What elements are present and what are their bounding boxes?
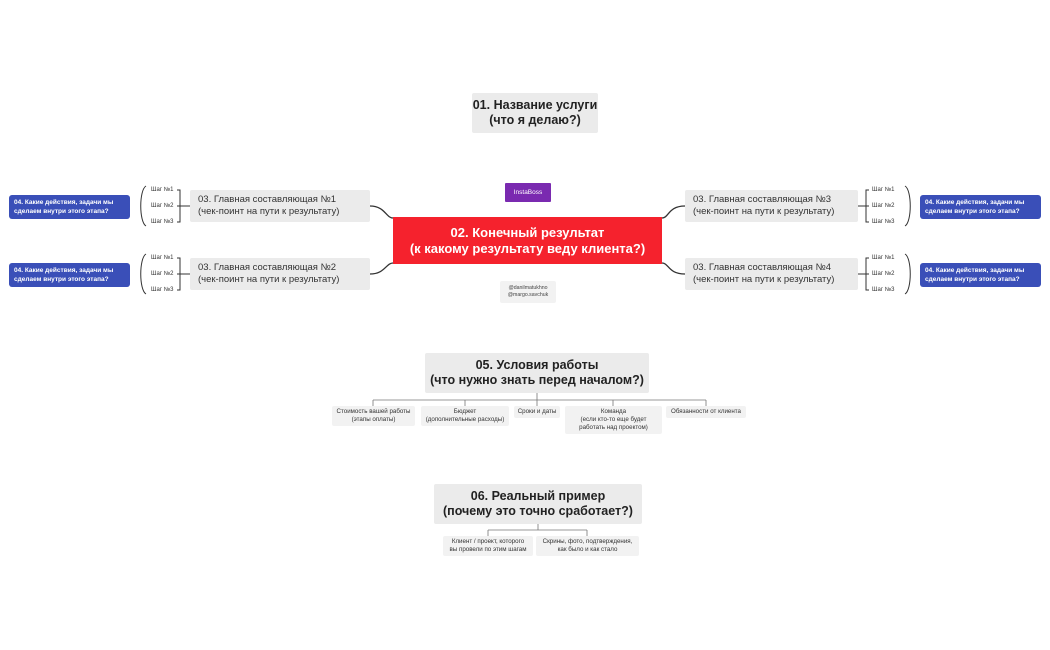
actions-node-2[interactable]: 04. Какие действия, задачи мы сделаем внутри этого этапа? (9, 263, 130, 287)
component-node-4[interactable]: 03. Главная составляющая №4 (чек-поинт на пути к результату) (685, 258, 858, 290)
condition-item[interactable]: Обязанности от клиента (666, 406, 746, 418)
component-node-1[interactable]: 03. Главная составляющая №1 (чек-поинт на пути к результату) (190, 190, 370, 222)
step-item: Шаг №2 (872, 203, 895, 209)
example-item[interactable]: Клиент / проект, которого вы провели по этим шагам (443, 536, 533, 556)
final-result-node[interactable]: 02. Конечный результат (к какому результату веду клиента?) (393, 217, 662, 264)
actions-node-4[interactable]: 04. Какие действия, задачи мы сделаем внутри этого этапа? (920, 263, 1041, 287)
bracket-left-1 (141, 186, 146, 226)
service-title-node[interactable]: 01. Название услуги (что я делаю?) (472, 93, 598, 133)
condition-item[interactable]: Команда (если кто-то еще будет работать над проектом) (565, 406, 662, 434)
link-comp-1 (370, 206, 393, 218)
step-item: Шаг №1 (151, 187, 174, 193)
instaboss-badge: InstaBoss (505, 183, 551, 202)
step-item: Шаг №1 (872, 255, 895, 261)
conditions-title-node[interactable]: 05. Условия работы (что нужно знать перед началом?) (425, 353, 649, 393)
actions-node-1[interactable]: 04. Какие действия, задачи мы сделаем внутри этого этапа? (9, 195, 130, 219)
step-item: Шаг №3 (872, 287, 895, 293)
link-comp-3 (662, 206, 685, 218)
example-title-node[interactable]: 06. Реальный пример (почему это точно сработает?) (434, 484, 642, 524)
bracket-left-2 (141, 254, 146, 294)
step-item: Шаг №1 (151, 255, 174, 261)
link-comp-2 (370, 263, 393, 274)
step-item: Шаг №2 (151, 203, 174, 209)
example-item[interactable]: Скрины, фото, подтверждения, как было и как стало (536, 536, 639, 556)
step-item: Шаг №2 (151, 271, 174, 277)
step-item: Шаг №1 (872, 187, 895, 193)
condition-item[interactable]: Сроки и даты (514, 406, 560, 418)
condition-item[interactable]: Стоимость вашей работы (этапы оплаты) (332, 406, 415, 426)
bracket-right-3 (905, 186, 910, 226)
condition-item[interactable]: Бюджет (дополнительные расходы) (421, 406, 509, 426)
example-tree (488, 524, 587, 536)
step-item: Шаг №3 (151, 287, 174, 293)
actions-node-3[interactable]: 04. Какие действия, задачи мы сделаем внутри этого этапа? (920, 195, 1041, 219)
author-credits: @danilmatukhno @margo.savchuk (500, 281, 556, 303)
component-node-2[interactable]: 03. Главная составляющая №2 (чек-поинт на пути к результату) (190, 258, 370, 290)
conditions-tree (373, 393, 706, 406)
bracket-right-4 (905, 254, 910, 294)
step-item: Шаг №3 (151, 219, 174, 225)
step-item: Шаг №3 (872, 219, 895, 225)
component-node-3[interactable]: 03. Главная составляющая №3 (чек-поинт на пути к результату) (685, 190, 858, 222)
step-item: Шаг №2 (872, 271, 895, 277)
link-comp-4 (662, 263, 685, 274)
